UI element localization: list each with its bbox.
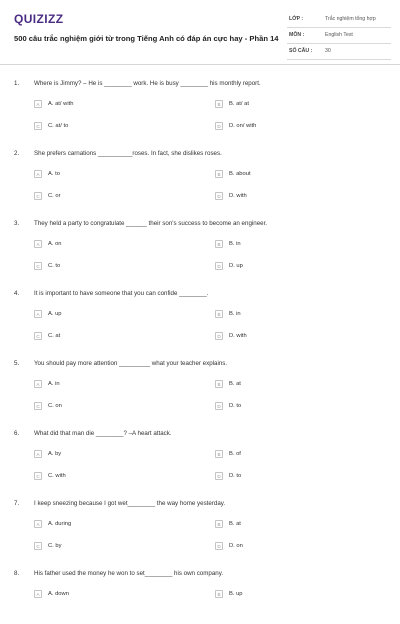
- option-text: A. down: [48, 591, 69, 597]
- option-b[interactable]: [215, 448, 241, 460]
- option-marker: B: [215, 450, 223, 458]
- option-text: B. about: [229, 171, 251, 177]
- option-text: B. at: [229, 381, 241, 387]
- option-marker: C: [34, 122, 42, 130]
- option-marker: A: [34, 100, 42, 108]
- option-marker: C: [34, 542, 42, 550]
- option-d[interactable]: [215, 120, 256, 132]
- option-c[interactable]: [34, 260, 60, 272]
- option-d[interactable]: [215, 330, 247, 342]
- question-text: She prefers carnations __________roses. In fact, she dislikes roses.: [34, 150, 222, 157]
- option-text: B. up: [229, 591, 243, 597]
- question-number: 5.: [14, 360, 20, 367]
- question-8: [0, 554, 400, 624]
- option-marker: D: [215, 192, 223, 200]
- option-marker: A: [34, 240, 42, 248]
- option-marker: A: [34, 380, 42, 388]
- question-text: Where is Jimmy? – He is ________ work. He is busy ________ his monthly report.: [34, 80, 261, 87]
- option-a[interactable]: [34, 238, 62, 250]
- option-d[interactable]: [215, 470, 241, 482]
- option-marker: B: [215, 380, 223, 388]
- option-marker: B: [215, 240, 223, 248]
- option-marker: A: [34, 520, 42, 528]
- option-text: A. by: [48, 451, 62, 457]
- question-3: [0, 204, 400, 274]
- question-text: His father used the money he won to set________ his own company.: [34, 570, 224, 577]
- option-marker: C: [34, 192, 42, 200]
- option-marker: A: [34, 590, 42, 598]
- option-b[interactable]: [215, 238, 241, 250]
- question-4: [0, 274, 400, 344]
- question-text: It is important to have someone that you can confide ________.: [34, 290, 209, 297]
- question-text: What did that man die ________? –A heart attack.: [34, 430, 172, 437]
- option-text: A. during: [48, 521, 72, 527]
- option-text: D. up: [229, 263, 243, 269]
- option-c[interactable]: [34, 120, 68, 132]
- option-a[interactable]: [34, 378, 60, 390]
- option-marker: D: [215, 542, 223, 550]
- meta-class-value: Trắc nghiệm tổng hợp: [325, 16, 376, 22]
- option-c[interactable]: [34, 470, 66, 482]
- meta-count-value: 30: [325, 48, 331, 54]
- option-d[interactable]: [215, 190, 247, 202]
- question-6: [0, 414, 400, 484]
- option-text: C. at/ to: [48, 123, 69, 129]
- option-marker: D: [215, 332, 223, 340]
- question-number: 4.: [14, 290, 20, 297]
- meta-count-row: [287, 44, 391, 60]
- option-marker: C: [34, 402, 42, 410]
- worksheet-title: 500 câu trắc nghiệm giới từ trong Tiếng Anh có đáp án cực hay - Phần 14: [14, 34, 279, 43]
- option-a[interactable]: [34, 448, 61, 460]
- question-number: 8.: [14, 570, 20, 577]
- question-number: 1.: [14, 80, 20, 87]
- question-1: [0, 64, 400, 134]
- option-marker: D: [215, 402, 223, 410]
- option-text: A. to: [48, 171, 60, 177]
- question-text: They held a party to congratulate ______ their son's success to become an engineer.: [34, 220, 268, 227]
- option-a[interactable]: [34, 308, 62, 320]
- meta-count-label: SỐ CÂU :: [289, 48, 313, 54]
- worksheet-header: [0, 0, 400, 65]
- option-text: D. with: [229, 333, 247, 339]
- option-text: B. at: [229, 521, 241, 527]
- option-marker: D: [215, 472, 223, 480]
- option-text: D. on: [229, 543, 243, 549]
- option-marker: C: [34, 332, 42, 340]
- option-text: C. on: [48, 403, 62, 409]
- meta-subject-label: MÔN :: [289, 32, 305, 38]
- option-marker: D: [215, 262, 223, 270]
- option-b[interactable]: [215, 588, 243, 600]
- question-number: 7.: [14, 500, 20, 507]
- option-a[interactable]: [34, 168, 60, 180]
- quizizz-logo[interactable]: QUIZIZZ: [14, 12, 64, 26]
- option-b[interactable]: [215, 168, 251, 180]
- option-marker: B: [215, 520, 223, 528]
- option-marker: B: [215, 310, 223, 318]
- option-c[interactable]: [34, 190, 61, 202]
- option-a[interactable]: [34, 518, 71, 530]
- option-text: B. of: [229, 451, 241, 457]
- option-a[interactable]: [34, 98, 73, 110]
- meta-class-row: [287, 12, 391, 28]
- option-text: C. at: [48, 333, 61, 339]
- option-text: B. at/ at: [229, 101, 249, 107]
- meta-class-label: LỚP :: [289, 16, 304, 22]
- option-c[interactable]: [34, 400, 62, 412]
- question-number: 3.: [14, 220, 20, 227]
- option-b[interactable]: [215, 308, 241, 320]
- option-marker: B: [215, 590, 223, 598]
- option-d[interactable]: [215, 260, 243, 272]
- option-text: A. at/ with: [48, 101, 74, 107]
- option-text: D. on/ with: [229, 123, 257, 129]
- option-c[interactable]: [34, 330, 60, 342]
- question-number: 6.: [14, 430, 20, 437]
- question-2: [0, 134, 400, 204]
- option-marker: C: [34, 472, 42, 480]
- option-text: D. to: [229, 473, 242, 479]
- option-marker: D: [215, 122, 223, 130]
- option-text: C. or: [48, 193, 61, 199]
- option-marker: A: [34, 450, 42, 458]
- meta-subject-value: English Test: [325, 32, 353, 38]
- option-b[interactable]: [215, 378, 241, 390]
- option-text: C. with: [48, 473, 66, 479]
- option-text: D. to: [229, 403, 242, 409]
- option-b[interactable]: [215, 98, 249, 110]
- option-text: B. in: [229, 311, 241, 317]
- option-d[interactable]: [215, 540, 243, 552]
- option-d[interactable]: [215, 400, 241, 412]
- option-text: C. to: [48, 263, 61, 269]
- question-5: [0, 344, 400, 414]
- option-text: C. by: [48, 543, 62, 549]
- option-marker: B: [215, 100, 223, 108]
- option-text: B. in: [229, 241, 241, 247]
- question-text: You should pay more attention _________ what your teacher explains.: [34, 360, 228, 367]
- option-text: A. in: [48, 381, 60, 387]
- option-text: A. on: [48, 241, 62, 247]
- option-text: A. up: [48, 311, 62, 317]
- option-marker: A: [34, 310, 42, 318]
- meta-subject-row: [287, 28, 391, 44]
- option-a[interactable]: [34, 588, 69, 600]
- option-marker: B: [215, 170, 223, 178]
- question-text: I keep sneezing because I got wet________ the way home yesterday.: [34, 500, 226, 507]
- option-c[interactable]: [34, 540, 62, 552]
- option-text: D. with: [229, 193, 247, 199]
- option-marker: A: [34, 170, 42, 178]
- worksheet-meta: [287, 12, 391, 60]
- option-marker: C: [34, 262, 42, 270]
- question-number: 2.: [14, 150, 20, 157]
- question-7: [0, 484, 400, 554]
- option-b[interactable]: [215, 518, 241, 530]
